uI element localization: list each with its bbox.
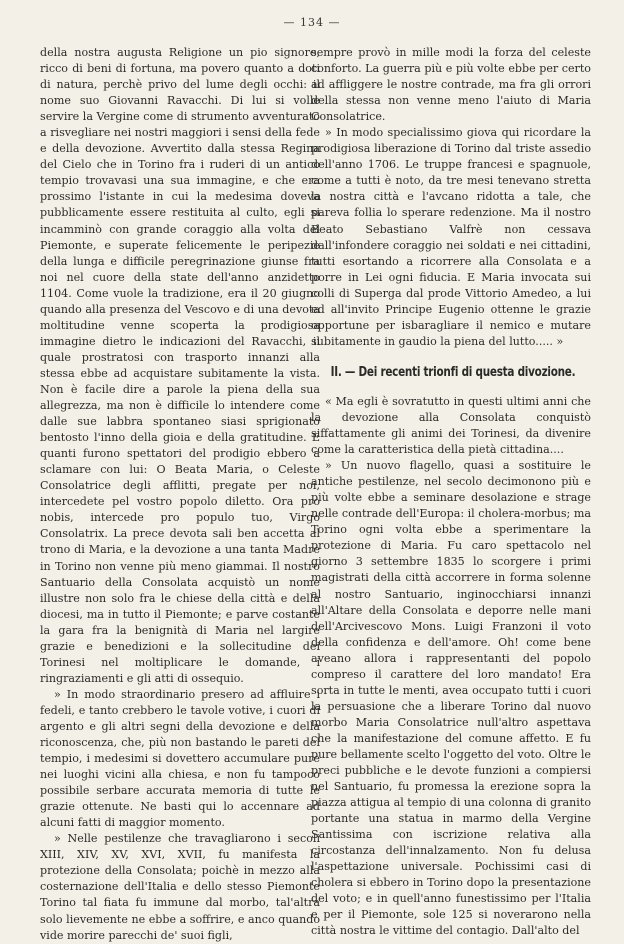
section-heading: II. — Dei recenti trionfi di questa divozione. [330, 363, 576, 380]
left-paragraph-2: » In modo straordinario presero ad affluire i fedeli, e tanto crebbero le tavole votive, i cuori di argento e gli altri segni della devozione e della riconoscenza, che, più non bastando le pareti del tempio, i medesimi si dovettero accumulare pure nei luoghi vicini alla chiesa, e non fu tampoco possibile serbare accurata memoria di tutte le grazie ottenute. Ne basti qui lo accennare ad alcuni fatti di maggior momento. [40, 687, 320, 830]
right-paragraph-2: » In modo specialissimo giova qui ricordare la prodigiosa liberazione di Torino dal triste assedio dell'anno 1706. Le truppe francesi e spagnuole, come a tutti è noto, da tre mesi tenevano stretta la nostra città e l'avcano ridotta a tale, che pareva follia lo sperare redenzione. Ma il nostro Beato Sebastiano Valfrè non cessava dall'infondere coraggio nei soldati e nei cittadini, tutti esortando a ricorrere alla Consolata e a porre in Lei ogni fiducia. E Maria invocata sui colli di Superga dal prode Vittorio Amedeo, a lui ed all'invito Principe Eugenio ottenne le grazie opportune per isbaragliare il nemico e mutare subitamente in gaudio la piena del lutto..... » [311, 126, 591, 348]
left-column [40, 45, 320, 944]
page-number: — 134 — [283, 16, 341, 29]
right-column [311, 45, 591, 940]
right-paragraph-1: sempre provò in mille modi la forza del celeste conforto. La guerra più e più volte ebbe per certo ad affliggere le nostre contrade, ma fra gli orrori della stessa non venne meno l'aiuto di Maria Consolatrice. [311, 46, 591, 124]
right-paragraph-4: » Un nuovo flagello, quasi a sostituire le antiche pestilenze, nel secolo decimonono più e più volte ebbe a seminare desolazione e strage nelle contrade dell'Europa: il cholera-morbus; ma Torino ogni volta ebbe a sperimentare la protezione di Maria. Fu caro spettacolo nel giorno 3 settembre 1835 lo scorgere i primi magistrati della città accorrere in forma solenne al nostro Santuario, inginocchiarsi innanzi all'Altare della Consolata e deporre nelle mani dell'Arcivescovo Mons. Luigi Franzoni il voto della confidenza e dell'amore. Oh! come bene aveano allora i rappresentanti del popolo compreso il carattere del loro mandato! Era sorta in tutte le menti, avea occupato tutti i cuori la persuasione che a liberare Torino dal nuovo morbo Maria Consolatrice null'altro aspettava che la manifestazione del comune affetto. E fu pure bellamente scelto l'oggetto del voto. Oltre le preci pubbliche e le devote funzioni a compiersi nel Santuario, fu promessa la erezione sopra la piazza attigua al tempio di una colonna di granito portante una statua in marmo della Vergine Santissima con iscrizione relativa alla circostanza dell'innalzamento. Non fu delusa l'aspettazione universale. Pochissimi casi di cholera si ebbero in Torino dopo la presentazione del voto; e in quell'anno funestissimo per l'Italia e per il Piemonte, sole 125 si noverarono nella città nostra le vittime del contagio. Dall'alto del [311, 459, 591, 938]
left-paragraph-1: della nostra augusta Religione un pio signore, ricco di beni di fortuna, ma povero quanto a doti di natura, perchè privo del lume degli occhi: il nome suo Giovanni Ravacchi. Di lui si volle servire la Vergine come di strumento avventurato a risvegliare nei nostri maggiori i sensi della fede e della devozione. Avvertito dalla stessa Regina del Cielo che in Torino fra i ruderi di un antico tempio trovavasi una sua immagine, e che era prossimo l'istante in cui la medesima doveva pubblicamente essere restituita al culto, egli si incamminò con grande coraggio alla volta del Piemonte, e superate felicemente le peripezie della lunga e difficile peregrinazione giunse fra noi nel cuore della state dell'anno anzidetto 1104. Come vuole la tradizione, era il 20 giugno quando alla presenza del Vescovo e di una devota moltitudine venne scoperta la prodigiosa immagine dietro le indicazioni del Ravacchi, il quale prostratosi con trasporto innanzi alla stessa ebbe ad acquistare subitamente la vista. Non è facile dire a parole la piena della sua allegrezza, ma non è difficile lo intendere come dalle sue labbra spontaneo siasi sprigionato bentosto l'inno della gioia e della gratitudine. E quanti furono spettatori del prodigio ebbero a sclamare con lui: O Beata Maria, o Celeste Consolatrice degli afflitti, pregate per noi, intercedete pel vostro popolo diletto. Ora pro nobis, intercede pro populo tuo, Virgo Consolatrix. La prece devota sali ben accetta al trono di Maria, e la devozione a una tanta Madre in Torino non venne più meno giammai. Il nostro Santuario della Consolata acquistò un nome illustre non solo fra le chiese della città e della diocesi, ma in tutto il Piemonte; e parve costante la gara fra la benignità di Maria nel largire grazie e benedizioni e la sollecitudine dei Torinesi nel moltiplicare le domande, i ringraziamenti e gli atti di ossequio. [40, 46, 320, 685]
right-paragraph-3: « Ma egli è sovratutto in questi ultimi anni che la devozione alla Consolata conquistò siffattamente gli animi dei Torinesi, da divenire come la caratteristica della pietà cittadina.... [311, 394, 591, 457]
left-paragraph-3: » Nelle pestilenze che travagliarono i secoli XIII, XIV, XV, XVI, XVII, fu manifesta la protezione della Consolata; poichè in mezzo alla costernazione dell'Italia e dello stesso Piemonte Torino tal fiata fu immune dal morbo, tal'altra solo lievemente ne ebbe a soffrire, e anco quando vide morire parecchi de' suoi figli, [40, 832, 320, 942]
